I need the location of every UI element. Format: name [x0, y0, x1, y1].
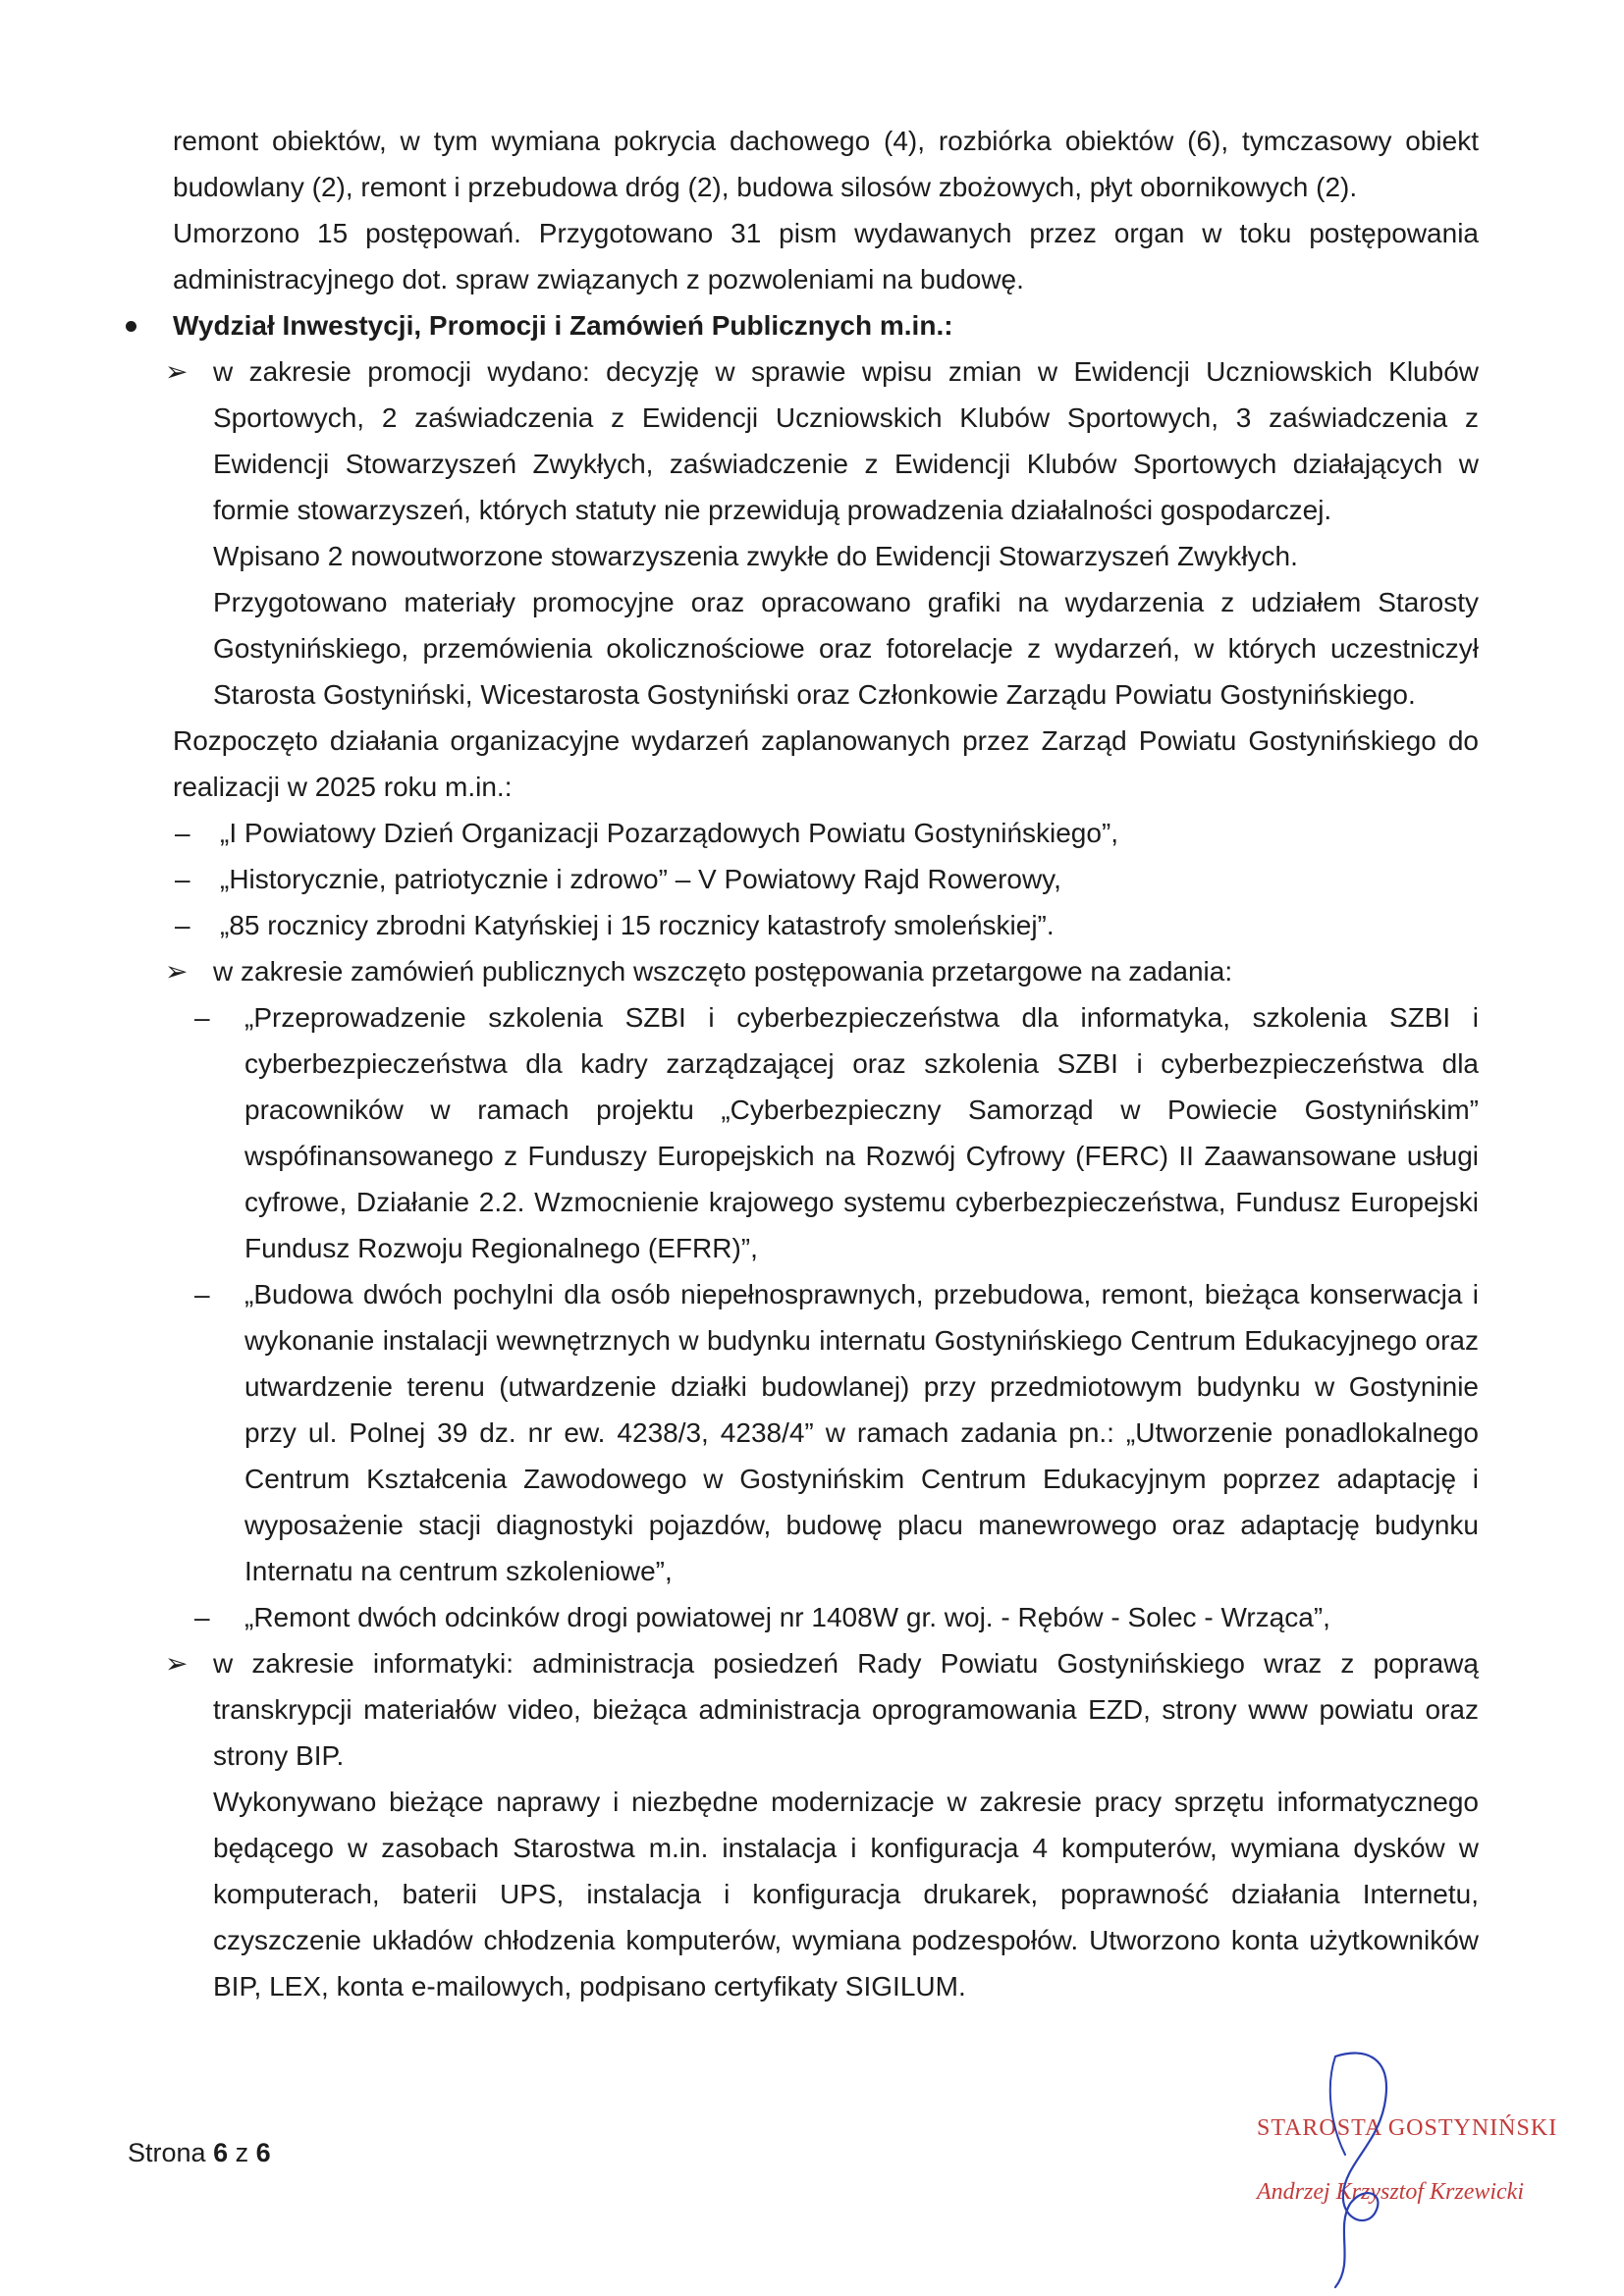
footer-page-total: 6 — [255, 2138, 271, 2167]
list-item — [173, 810, 1479, 856]
list-item — [173, 1271, 1479, 1594]
promotion-text-3: Przygotowano materiały promocyjne oraz opracowano grafiki na wydarzenia z udziałem Starosty Gostynińskiego, przemówienia okolicznościowe oraz fotorelacje z wydarzeń, w których uczestniczył Starosta Gostyniński, Wicestarosta Gostyniński oraz Członkowie Zarządu Powiatu Gostynińskiego. — [213, 587, 1479, 710]
events-list — [173, 810, 1479, 948]
it-text: w zakresie informatyki: administracja posiedzeń Rady Powiatu Gostynińskiego wraz z poprawą transkrypcji materiałów video, bieżąca administracja oprogramowania EZD, strony www powiatu oraz strony BIP. — [213, 1648, 1479, 1771]
list-item — [173, 1594, 1479, 1640]
event-text: „Historycznie, patriotycznie i zdrowo” – V Powiatowy Rajd Rowerowy, — [220, 864, 1061, 894]
procurement-list — [173, 994, 1479, 1640]
section-heading-text: Wydział Inwestycji, Promocji i Zamówień Publicznych m.in.: — [173, 310, 953, 341]
stamp-name: Andrzej Krzysztof Krzewicki — [1257, 2179, 1525, 2205]
footer-separator: z — [235, 2138, 249, 2167]
intro-paragraph-1: remont obiektów, w tym wymiana pokrycia dachowego (4), rozbiórka obiektów (6), tymczasowy obiekt budowlany (2), remont i przebudowa dróg (2), budowa silosów zbożowych, płyt obornikowych (2). — [173, 126, 1479, 202]
procurement-task-text: „Remont dwóch odcinków drogi powiatowej nr 1408W gr. woj. - Rębów - Solec - Wrząca”, — [244, 1602, 1330, 1632]
events-intro: Rozpoczęto działania organizacyjne wydarzeń zaplanowanych przez Zarząd Powiatu Gostynińskiego do realizacji w 2025 roku m.in.: — [173, 725, 1479, 802]
event-text: „I Powiatowy Dzień Organizacji Pozarządowych Powiatu Gostynińskiego”, — [220, 818, 1119, 848]
dash-bullet-icon: – — [194, 1002, 210, 1033]
stamp-title: STAROSTA GOSTYNIŃSKI — [1257, 2115, 1558, 2141]
it-item — [165, 1640, 1479, 2009]
procurement-text: w zakresie zamówień publicznych wszczęto postępowania przetargowe na zadania: — [213, 956, 1233, 987]
list-item — [173, 902, 1479, 948]
promotion-text-2: Wpisano 2 nowoutworzone stowarzyszenia zwykłe do Ewidencji Stowarzyszeń Zwykłych. — [213, 541, 1298, 571]
footer-page-number: 6 — [213, 2138, 229, 2167]
procurement-item — [165, 948, 1479, 994]
page-footer — [128, 2133, 271, 2172]
intro-paragraph-2: Umorzono 15 postępowań. Przygotowano 31 pism wydawanych przez organ w toku postępowania administracyjnego dot. spraw związanych z pozwoleniami na budowę. — [173, 218, 1479, 294]
procurement-task-text: „Budowa dwóch pochylni dla osób niepełnosprawnych, przebudowa, remont, bieżąca konserwacja i wykonanie instalacji wewnętrznych w budynku internatu Gostynińskiego Centrum Edukacyjnego oraz utwardzenie terenu (utwardzenie działki budowlanej) przy przedmiotowym budynku w Gostyninie przy ul. Polnej 39 dz. nr ew. 4238/3, 4238/4” w ramach zadania pn.: „Utworzenie ponadlokalnego Centrum Kształcenia Zawodowego w Gostynińskim Centrum Edukacyjnym poprzez adaptację i wyposażenie stacji diagnostyki pojazdów, budowę placu manewrowego oraz adaptację budynku Internatu na centrum szkoleniowe”, — [244, 1279, 1479, 1586]
dash-bullet-icon: – — [175, 910, 190, 940]
it-text-2: Wykonywano bieżące naprawy i niezbędne modernizacje w zakresie pracy sprzętu informatycznego będącego w zasobach Starostwa m.in. instalacja i konfiguracja 4 komputerów, wymiana dysków w komputerach, baterii UPS, instalacja i konfiguracja drukarek, poprawność działania Internetu, czyszczenie układów chłodzenia komputerów, wymiana podzespołów. Utworzono konta użytkowników BIP, LEX, konta e-mailowych, podpisano certyfikaty SIGILUM. — [213, 1787, 1479, 2002]
promotion-item — [165, 348, 1479, 718]
arrow-bullet-icon: ➢ — [165, 1648, 189, 1679]
list-item — [173, 856, 1479, 902]
handwritten-signature — [1306, 2047, 1463, 2292]
dash-bullet-icon: – — [175, 818, 190, 848]
bullet-dot-icon — [126, 321, 136, 332]
event-text: „85 rocznicy zbrodni Katyńskiej i 15 rocznicy katastrofy smoleńskiej”. — [220, 910, 1055, 940]
dash-bullet-icon: – — [194, 1602, 210, 1632]
arrow-bullet-icon: ➢ — [165, 956, 189, 987]
dash-bullet-icon: – — [194, 1279, 210, 1309]
promotion-text: w zakresie promocji wydano: decyzję w sprawie wpisu zmian w Ewidencji Uczniowskich Klubów Sportowych, 2 zaświadczenia z Ewidencji Uczniowskich Klubów Sportowych, 3 zaświadczenia z Ewidencji Stowarzyszeń Zwykłych, zaświadczenie z Ewidencji Klubów Sportowych działających w formie stowarzyszeń, których statuty nie przewidują prowadzenia działalności gospodarczej. — [213, 356, 1479, 525]
procurement-task-text: „Przeprowadzenie szkolenia SZBI i cyberbezpieczeństwa dla informatyka, szkolenia SZBI i cyberbezpieczeństwa dla kadry zarządzającej oraz szkolenia SZBI i cyberbezpieczeństwa dla pracowników w ramach projektu „Cyberbezpieczny Samorząd w Powiecie Gostynińskim” wspófinansowanego z Funduszy Europejskich na Rozwój Cyfrowy (FERC) II Zaawansowane usługi cyfrowe, Działanie 2.2. Wzmocnienie krajowego systemu cyberbezpieczeństwa, Fundusz Europejski Fundusz Rozwoju Regionalnego (EFRR)”, — [244, 1002, 1479, 1263]
section-heading — [173, 302, 1479, 348]
arrow-bullet-icon: ➢ — [165, 356, 189, 387]
page-content — [165, 118, 1479, 2009]
footer-prefix: Strona — [128, 2138, 206, 2167]
dash-bullet-icon: – — [175, 864, 190, 894]
list-item — [173, 994, 1479, 1271]
